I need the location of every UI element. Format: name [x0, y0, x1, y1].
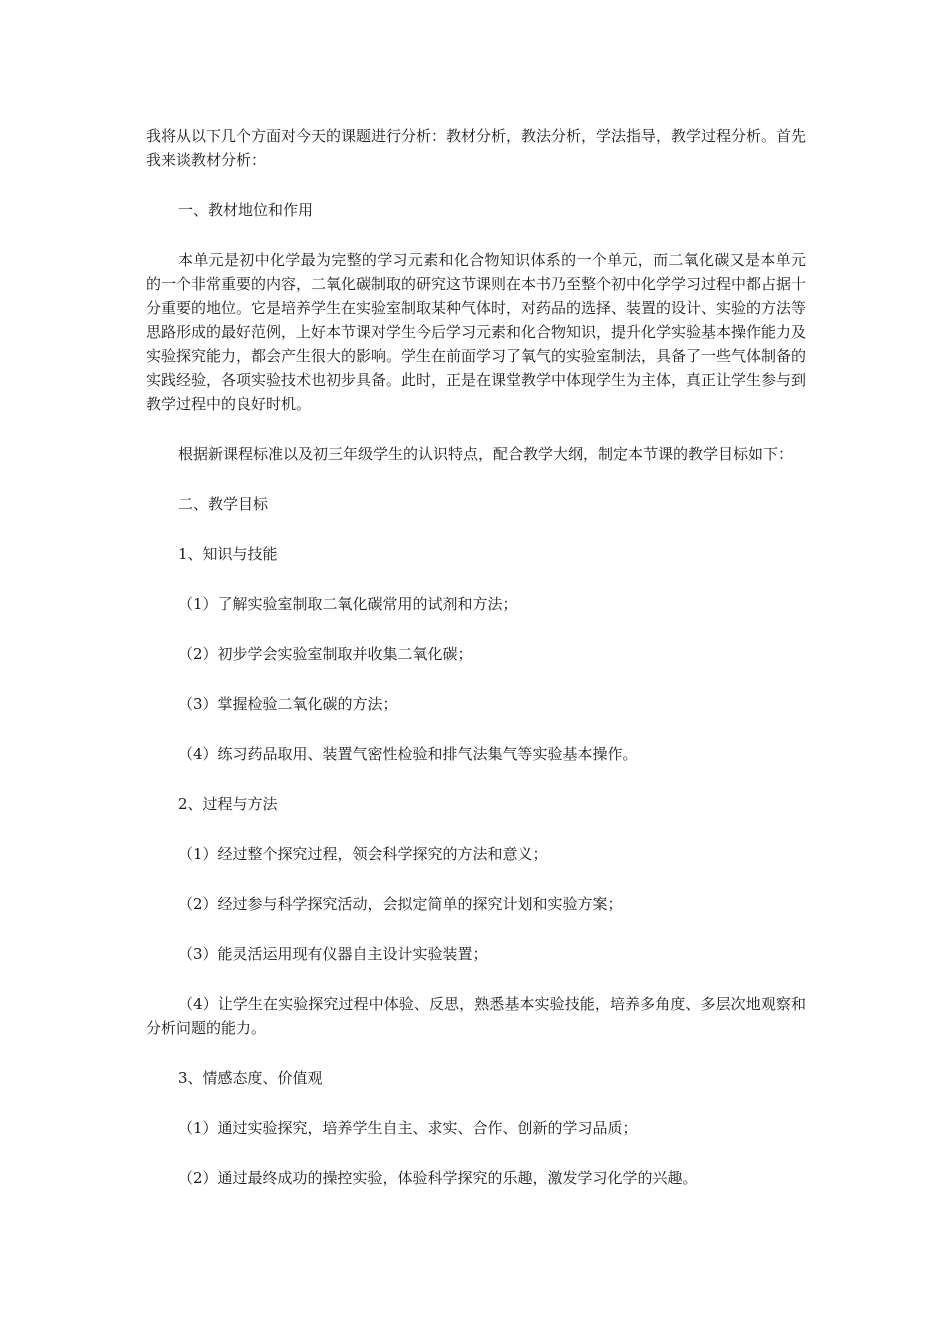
document-body: [146, 124, 806, 1190]
goal3-heading: 3、情感态度、价值观: [178, 1069, 323, 1087]
goal1-item: （3）掌握检验二氧化碳的方法；: [178, 695, 398, 713]
goal3-item: （2）通过最终成功的操控实验，体验科学探究的乐趣，激发学习化学的兴趣。: [178, 1169, 698, 1187]
goal2-item: （3）能灵活运用现有仪器自主设计实验装置；: [178, 945, 488, 963]
section1-paragraph-1: 本单元是初中化学最为完整的学习元素和化合物知识体系的一个单元，而二氧化碳又是本单元的一个非常重要的内容，二氧化碳制取的研究这节课则在本书乃至整个初中化学学习过程中都占据十分重要的地位。它是培养学生在实验室制取某种气体时，对药品的选择、装置的设计、实验的方法等思路形成的最好范例，上好本节课对学生今后学习元素和化合物知识，提升化学实验基本操作能力及实验探究能力，都会产生很大的影响。学生在前面学习了氧气的实验室制法，具备了一些气体制备的实践经验，各项实验技术也初步具备。此时，正是在课堂教学中体现学生为主体，真正让学生参与到教学过程中的良好时机。: [146, 251, 807, 413]
goal1-heading: 1、知识与技能: [178, 545, 278, 563]
goal2-item: （1）经过整个探究过程，领会科学探究的方法和意义；: [178, 845, 548, 863]
goal2-item: （2）经过参与科学探究活动，会拟定简单的探究计划和实验方案；: [178, 895, 623, 913]
section1-paragraph-2: 根据新课程标准以及初三年级学生的认识特点，配合教学大纲，制定本节课的教学目标如下：: [178, 445, 794, 463]
goal3-item: （1）通过实验探究，培养学生自主、求实、合作、创新的学习品质；: [178, 1119, 638, 1137]
goal2-item: （4）让学生在实验探究过程中体验、反思，熟悉基本实验技能，培养多角度、多层次地观察和分析问题的能力。: [146, 995, 806, 1037]
section2-heading: 二、教学目标: [178, 495, 269, 513]
goal1-item: （4）练习药品取用、装置气密性检验和排气法集气等实验基本操作。: [178, 745, 638, 763]
intro-paragraph: 我将从以下几个方面对今天的课题进行分析：教材分析，教法分析，学法指导，教学过程分析。首先我来谈教材分析：: [146, 127, 807, 169]
goal1-item: （1）了解实验室制取二氧化碳常用的试剂和方法；: [178, 595, 518, 613]
section1-heading: 一、教材地位和作用: [178, 201, 314, 219]
goal1-item: （2）初步学会实验室制取并收集二氧化碳；: [178, 645, 473, 663]
goal2-heading: 2、过程与方法: [178, 795, 278, 813]
